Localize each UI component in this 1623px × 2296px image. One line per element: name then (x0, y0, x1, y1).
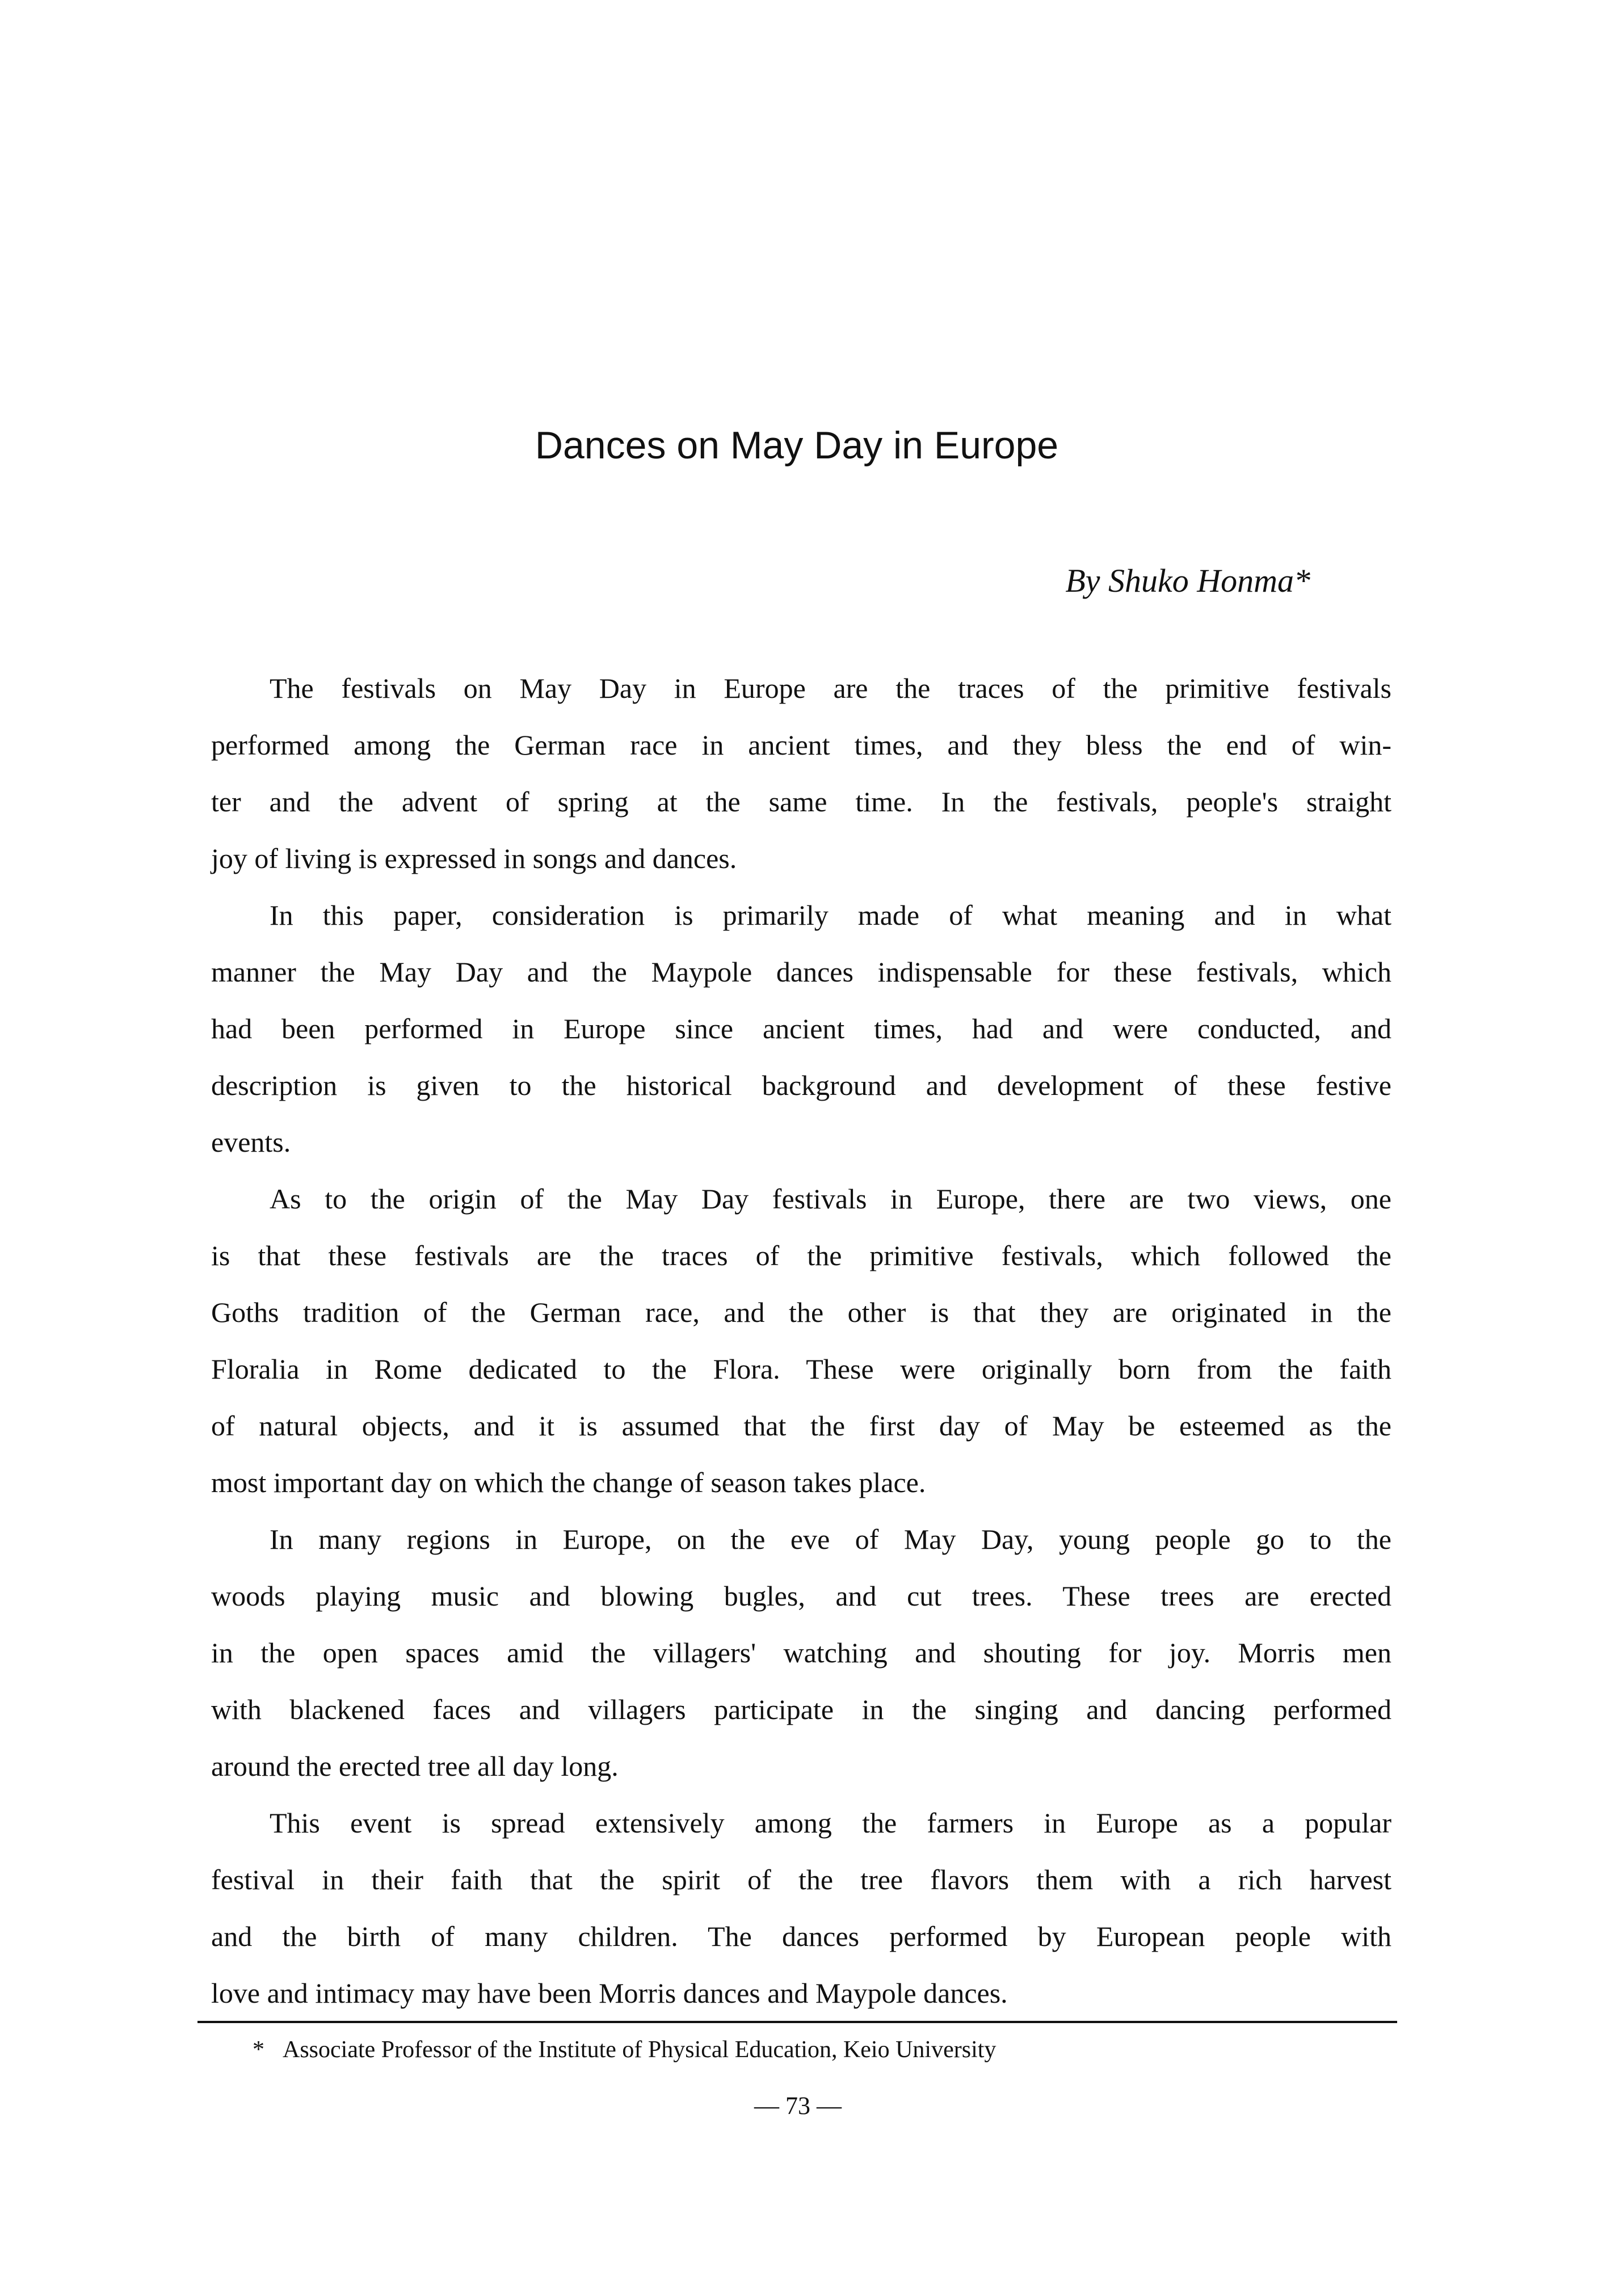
paragraph-line: manner the May Day and the Maypole dances indispensable for these festivals, which (211, 956, 1391, 988)
page-title: Dances on May Day in Europe (535, 423, 1059, 467)
paragraph-line: performed among the German race in ancient times, and they bless the end of win- (211, 729, 1391, 761)
paragraph-line: around the erected tree all day long. (211, 1750, 619, 1782)
paragraph-line: most important day on which the change of season takes place. (211, 1467, 926, 1498)
paragraph-line: description is given to the historical background and development of these festive (211, 1069, 1391, 1101)
paragraph-line: Floralia in Rome dedicated to the Flora. These were originally born from the faith (211, 1353, 1391, 1385)
footnote-mark: * (253, 2037, 264, 2063)
page-number: — 73 — (754, 2092, 842, 2120)
author-byline: By Shuko Honma* (1065, 562, 1310, 599)
paragraph-line: woods playing music and blowing bugles, and cut trees. These trees are erected (211, 1580, 1391, 1612)
paragraph-line: of natural objects, and it is assumed that the first day of May be esteemed as the (211, 1410, 1391, 1442)
paragraph-line: ter and the advent of spring at the same time. In the festivals, people's straight (211, 786, 1391, 818)
footnote-text: Associate Professor of the Institute of Physical Education, Keio University (283, 2037, 996, 2063)
footnote (253, 2036, 996, 2064)
paragraph-line: had been performed in Europe since ancient times, had and were conducted, and (211, 1013, 1391, 1044)
paragraph-line: events. (211, 1126, 291, 1158)
paragraph-line: This event is spread extensively among the farmers in Europe as a popular (270, 1807, 1391, 1839)
paragraph-line: joy of living is expressed in songs and dances. (211, 842, 737, 874)
paragraph-line: Goths tradition of the German race, and the other is that they are originated in the (211, 1296, 1391, 1328)
body-text (211, 660, 1391, 2021)
paragraph-line: The festivals on May Day in Europe are the traces of the primitive festivals (270, 672, 1391, 704)
paragraph-line: is that these festivals are the traces of the primitive festivals, which followed the (211, 1240, 1391, 1271)
paragraph-line: love and intimacy may have been Morris dances and Maypole dances. (211, 1977, 1008, 2009)
paragraph-line: As to the origin of the May Day festivals in Europe, there are two views, one (270, 1183, 1391, 1215)
paragraph-line: and the birth of many children. The dances performed by European people with (211, 1920, 1391, 1952)
paragraph-line: festival in their faith that the spirit of the tree flavors them with a rich harvest (211, 1864, 1391, 1895)
paragraph-line: In many regions in Europe, on the eve of May Day, young people go to the (270, 1523, 1391, 1555)
paragraph-line: with blackened faces and villagers participate in the singing and dancing performed (211, 1693, 1391, 1725)
paragraph-line: In this paper, consideration is primarily made of what meaning and in what (270, 899, 1391, 931)
footnote-divider (197, 2021, 1397, 2023)
paragraph-line: in the open spaces amid the villagers' watching and shouting for joy. Morris men (211, 1637, 1391, 1669)
